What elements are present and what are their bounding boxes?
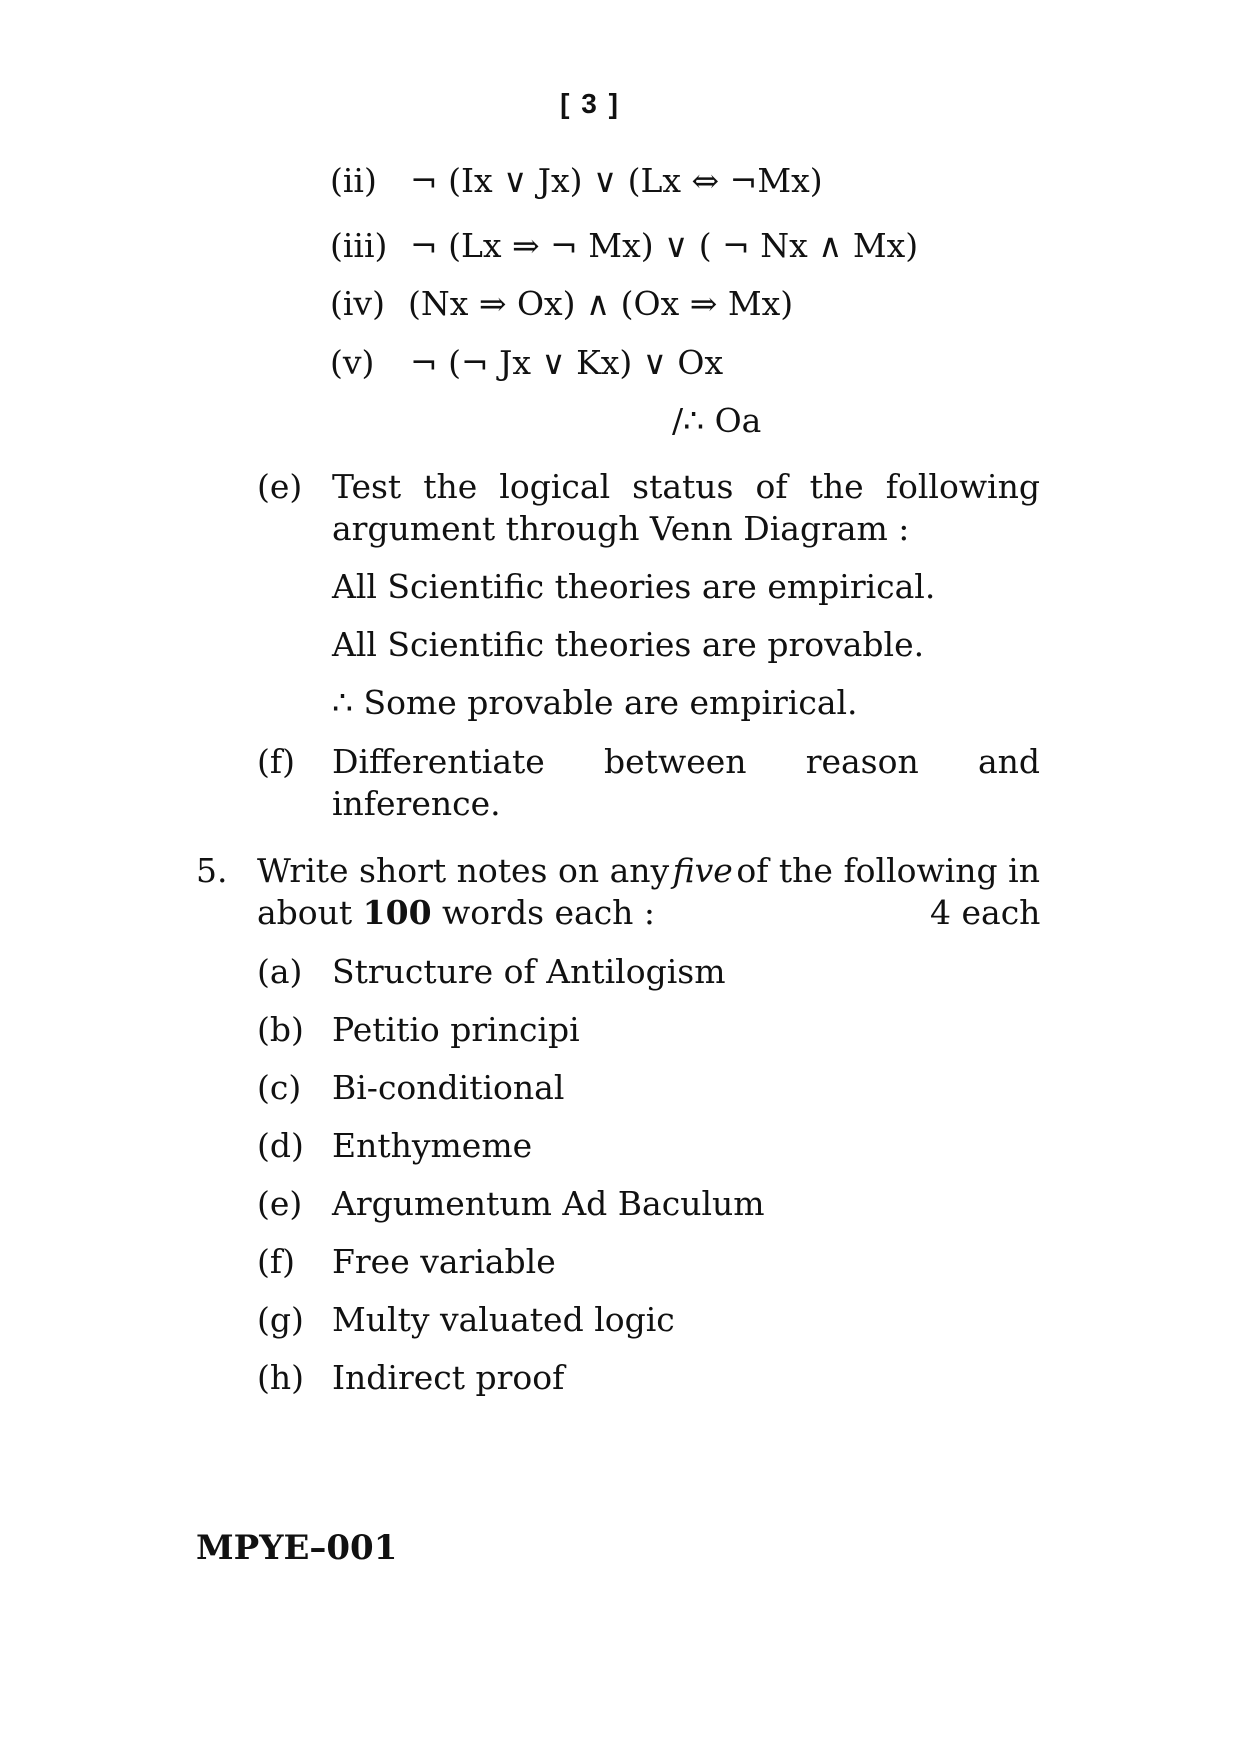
question-text: Differentiate between reason and: [332, 742, 1040, 781]
question-text: argument through Venn Diagram :: [332, 509, 910, 548]
question-label: (e): [257, 467, 303, 506]
item-text: Bi-conditional: [332, 1068, 565, 1107]
item-text: Free variable: [332, 1242, 556, 1281]
venn-conclusion: ∴ Some provable are empirical.: [332, 683, 858, 722]
item-label: (c): [257, 1068, 302, 1107]
premise-label: (ii): [330, 161, 377, 200]
question-text: inference.: [332, 784, 501, 823]
item-label: (h): [257, 1358, 305, 1397]
premise-formula: (Nx ⇒ Ox) ∧ (Ox ⇒ Mx): [408, 284, 794, 323]
item-label: (b): [257, 1010, 304, 1049]
word-count: 100: [362, 893, 432, 932]
item-text: Structure of Antilogism: [332, 952, 726, 991]
question-text: about: [257, 893, 363, 932]
item-text: Argumentum Ad Baculum: [332, 1184, 765, 1223]
venn-premise: All Scientific theories are provable.: [332, 625, 925, 664]
question-text: words each :: [431, 893, 656, 932]
marks: 4 each: [930, 893, 1041, 932]
question-text: of the following in: [736, 851, 1040, 890]
premise-formula: ¬ (Ix ∨ Jx) ∨ (Lx ⇔ ¬Mx): [410, 161, 823, 200]
question-text: Write short notes on any: [257, 851, 670, 890]
item-label: (g): [257, 1300, 304, 1339]
question-5-line1: [257, 850, 1040, 892]
item-text: Multy valuated logic: [332, 1300, 675, 1339]
premise-formula: ¬ (¬ Jx ∨ Kx) ∨ Ox: [410, 343, 724, 382]
item-label: (f): [257, 1242, 295, 1281]
item-label: (d): [257, 1126, 304, 1165]
premise-label: (iii): [330, 226, 388, 265]
venn-premise: All Scientific theories are empirical.: [332, 567, 936, 606]
item-text: Enthymeme: [332, 1126, 533, 1165]
question-text: Test the logical status of the following: [332, 467, 1040, 506]
item-text: Petitio principi: [332, 1010, 580, 1049]
argument-conclusion: /∴ Oa: [672, 401, 762, 440]
course-code: MPYE–001: [196, 1528, 398, 1568]
item-label: (e): [257, 1184, 303, 1223]
premise-formula: ¬ (Lx ⇒ ¬ Mx) ∨ ( ¬ Nx ∧ Mx): [410, 226, 919, 265]
page-number: [ 3 ]: [560, 88, 620, 119]
premise-label: (v): [330, 343, 375, 382]
question-5-line2: [257, 892, 655, 934]
question-number: 5.: [196, 851, 228, 890]
question-label: (f): [257, 742, 295, 781]
premise-label: (iv): [330, 284, 385, 323]
question-emphasis: five: [672, 851, 733, 890]
item-text: Indirect proof: [332, 1358, 565, 1397]
item-label: (a): [257, 952, 303, 991]
